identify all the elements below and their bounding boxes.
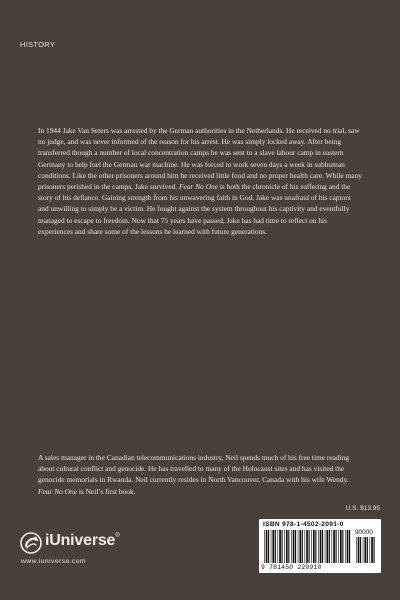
barcode-bar: [356, 537, 357, 563]
barcode-bar: [266, 530, 268, 563]
barcode-bar: [315, 530, 316, 563]
barcode-bar: [347, 530, 349, 563]
barcode-bar: [320, 530, 322, 563]
barcode-bar: [340, 530, 342, 563]
barcode-bar: [282, 530, 283, 563]
barcode-bar: [272, 530, 274, 563]
barcode-bar: [288, 530, 289, 563]
publisher-name: iUniverse®: [45, 532, 120, 549]
isbn-number: ISBN 978-1-4502-2091-0: [263, 521, 344, 528]
barcode-bar: [322, 530, 323, 563]
barcode-bar: [371, 537, 373, 563]
barcode-bar: [275, 530, 276, 563]
barcode-bar: [367, 537, 368, 563]
barcode-bar: [305, 530, 306, 563]
ean-barcode-bars: [263, 530, 351, 563]
barcode-bar: [286, 530, 288, 563]
description-text-2: is both the chronicle of his suffering and the story of his defiance. Gaining strength from his unwavering faith in God, Jake was unafraid of his captors and unwilling to simply be a victim. He fought against the system throughout his captivity and eventfully managed to escape to freedom. Now that 75 years have passed, Jake has had time to reflect on his experiences and share some of the lessons he learned with future generations.: [38, 182, 351, 236]
barcode-bar: [364, 537, 366, 563]
bio-book-title: Fear No One: [38, 486, 77, 496]
barcode-bar: [264, 530, 265, 563]
barcode-bar: [279, 530, 281, 563]
barcode-bar: [298, 530, 299, 563]
description-text-1: In 1944 Jake Van Seters was arrested by the German authorities in the Netherlands. He received no trial, saw no judge, and was never informed of the reason for his arrest. He was simply locked away. After being transferred though a number of local concentration camps he was sent to a slave labour camp in eastern Germany to help fuel the German war machine. He was forced to work seven days a week in subhuman conditions. Like the other prisoners around him he received little food and no proper health care. While many prisoners perished in the camps, Jake survived.: [38, 126, 362, 192]
isbn-barcode: [259, 519, 381, 573]
barcode-bar: [360, 537, 361, 563]
bio-text-1: A sales manager in the Canadian telecommunications industry, Neil spends much of his free time reading about cultural conflict and genocide. He has travelled to many of the Holocaust sites and has visited the genocide memorials in Rwanda. Neil currently resides in North Vancouver, Canada with his wife Wendy.: [38, 453, 350, 485]
barcode-bar: [349, 530, 350, 563]
barcode-bar: [374, 537, 375, 563]
barcode-bar: [309, 530, 310, 563]
barcode-bar: [363, 537, 364, 563]
barcode-bar: [333, 530, 335, 563]
barcode-bar: [271, 530, 272, 563]
barcode-bar: [306, 530, 308, 563]
description-book-title: Fear No One: [179, 182, 219, 192]
price-label: U.S. $13.95: [345, 505, 380, 512]
barcode-bar: [302, 530, 303, 563]
barcode-bar: [345, 530, 346, 563]
book-description: [38, 125, 362, 237]
barcode-bar: [338, 530, 339, 563]
publisher-logo: [20, 531, 180, 571]
barcode-addon-digits: 90000: [355, 529, 373, 536]
barcode-bar: [284, 530, 285, 563]
publisher-url: www.iuniverse.com: [21, 558, 86, 565]
addon-barcode-bars: [355, 537, 377, 563]
ean-digits: 9 781450 220910: [261, 564, 322, 571]
barcode-bar: [313, 530, 315, 563]
category-label: HISTORY: [20, 40, 56, 49]
barcode-bar: [325, 530, 326, 563]
barcode-bar: [318, 530, 319, 563]
barcode-bar: [311, 530, 312, 563]
barcode-bar: [295, 530, 296, 563]
barcode-bar: [299, 530, 301, 563]
barcode-bar: [358, 537, 360, 563]
barcode-bar: [278, 530, 279, 563]
barcode-bar: [342, 530, 343, 563]
bio-text-2: is Neil’s first book.: [77, 486, 136, 496]
barcode-bar: [332, 530, 333, 563]
barcode-bar: [268, 530, 269, 563]
barcode-bar: [370, 537, 371, 563]
barcode-bar: [293, 530, 295, 563]
barcode-bar: [336, 530, 337, 563]
barcode-bar: [329, 530, 330, 563]
barcode-bar: [326, 530, 328, 563]
author-bio: [38, 452, 362, 497]
iuniverse-swirl-icon: [20, 532, 42, 554]
barcode-bar: [291, 530, 292, 563]
